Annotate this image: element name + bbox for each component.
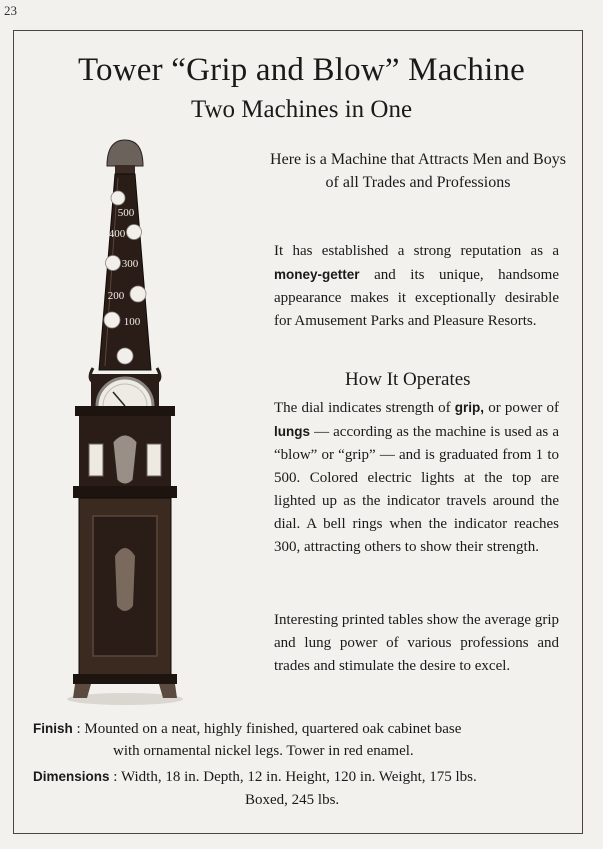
page-title: Tower “Grip and Blow” Machine: [77, 52, 525, 88]
finish-separator: :: [72, 721, 85, 737]
scale-label-100: 100: [123, 316, 141, 328]
finish-section: [33, 718, 573, 762]
grip-bold: grip,: [454, 400, 485, 415]
scale-label-400: 400: [108, 228, 126, 240]
dimensions-line-1: Width, 18 in. Depth, 12 in. Height, 120 in. Weight, 175 lbs.: [120, 769, 477, 785]
operation-text-2: or power of: [484, 400, 559, 416]
reputation-text-start: It has established a strong reputation as a: [274, 243, 559, 259]
cabinet-cornice: [75, 406, 175, 416]
door-ornament: [115, 548, 135, 611]
page-number: 23: [4, 3, 17, 18]
operation-text-1: The dial indicates strength of: [274, 400, 455, 416]
left-card-window: [89, 444, 103, 476]
scale-label-300: 300: [121, 258, 139, 270]
tower-light-5: [104, 312, 120, 328]
finish-line-1: Mounted on a neat, highly finished, quartered oak cabinet base: [84, 721, 462, 737]
how-it-operates-heading: How It Operates: [345, 369, 471, 390]
top-bell: [107, 140, 143, 166]
finish-line-2: with ornamental nickel legs. Tower in red enamel.: [113, 743, 414, 759]
money-getter-bold: money-getter: [274, 267, 360, 282]
dimensions-section: [33, 765, 573, 812]
tower-light-6: [117, 348, 133, 364]
cabinet-ledge: [73, 486, 177, 498]
reputation-text-end: and its unique, handsome appearance makes it exceptionally desirable for Amusement Parks and Pleasure Resorts.: [274, 267, 559, 329]
finish-label: Finish: [33, 721, 73, 736]
dimensions-line-2: Boxed, 245 lbs.: [245, 792, 340, 808]
grip-handle: [113, 435, 137, 484]
scale-label-200: 200: [107, 290, 125, 302]
operation-text-3: — according as the machine is used as a “blow” or “grip” — and is graduated from 1 to 500. Colored electric lights at the top are lighted up as the indicator travels around the dial. A bell rings when the indicator reaches 300, attracting others to show their strength.: [274, 424, 559, 555]
right-card-window: [147, 444, 161, 476]
lungs-bold: lungs: [274, 424, 310, 439]
tables-paragraph: Interesting printed tables show the average grip and lung power of various professions and trades and stimulate the desire to excel.: [274, 612, 559, 674]
intro-text: Here is a Machine that Attracts Men and Boys of all Trades and Professions: [270, 151, 566, 191]
operation-paragraph: [274, 396, 559, 559]
page-subtitle: Two Machines in One: [190, 96, 413, 123]
scale-label-500: 500: [117, 207, 135, 219]
cabinet-plinth: [73, 674, 177, 684]
dimensions-label: Dimensions: [33, 769, 110, 784]
tower-light-4: [130, 286, 146, 302]
reputation-paragraph: [274, 240, 559, 333]
tower-light-3: [106, 256, 121, 271]
dimensions-separator: :: [109, 769, 121, 785]
tower-light-2: [127, 225, 142, 240]
tower-light-1: [111, 191, 125, 205]
grip-and-blow-machine-illustration: [55, 136, 195, 706]
